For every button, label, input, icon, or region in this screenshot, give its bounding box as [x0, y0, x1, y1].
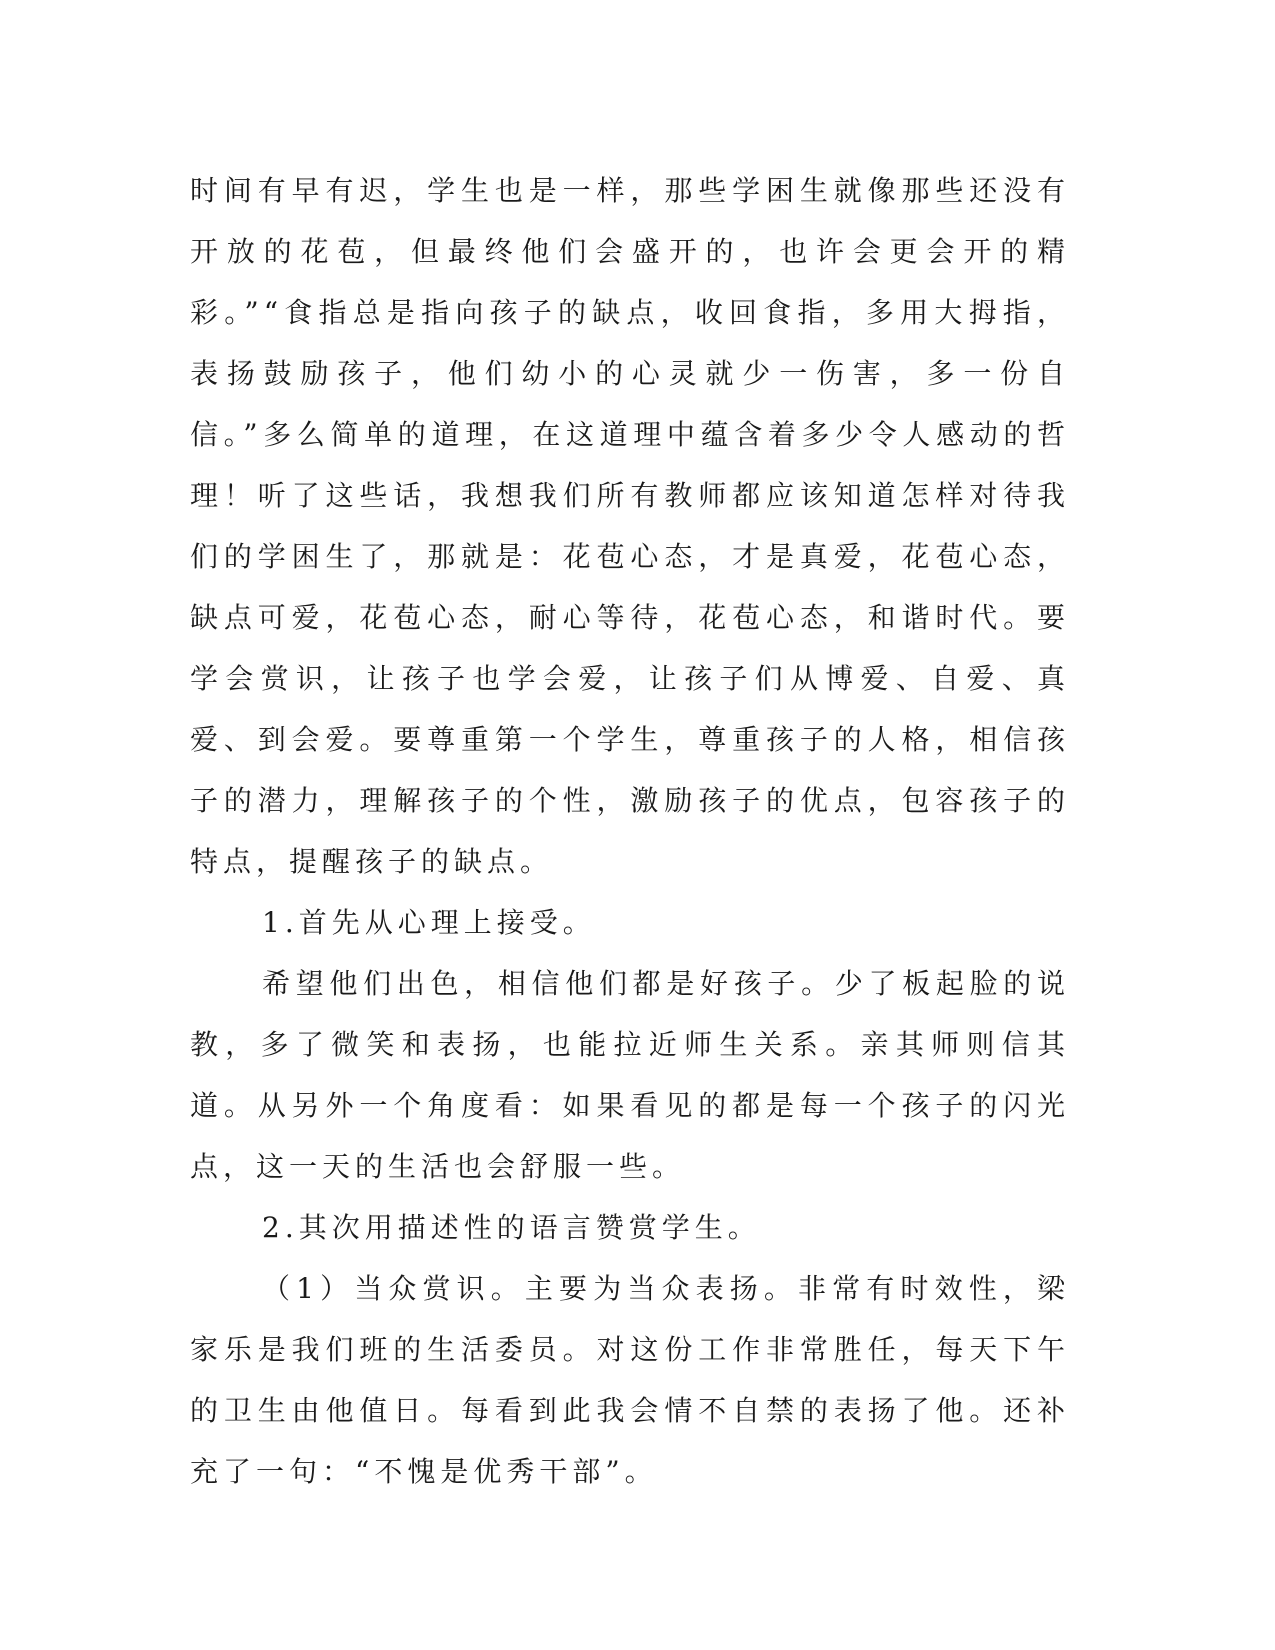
paragraph-continuation: 时间有早有迟，学生也是一样，那些学困生就像那些还没有开放的花苞，但最终他们会盛开的，也许会更会开的精彩。”“食指总是指向孩子的缺点，收回食指，多用大拇指，表扬鼓励孩子，他们幼小的心灵就少一伤害，多一份自信。”多么简单的道理，在这道理中蕴含着多少令人感动的哲理！听了这些话，我想我们所有教师都应该知道怎样对待我们的学困生了，那就是：花苞心态，才是真爱，花苞心态，缺点可爱，花苞心态，耐心等待，花苞心态，和谐时代。要学会赏识，让孩子也学会爱，让孩子们从博爱、自爱、真爱、到会爱。要尊重第一个学生，尊重孩子的人格，相信孩子的潜力，理解孩子的个性，激励孩子的优点，包容孩子的特点，提醒孩子的缺点。: [190, 174, 1070, 878]
document-body: [190, 160, 1070, 1502]
paragraph-point-1: 希望他们出色，相信他们都是好孩子。少了板起脸的说教，多了微笑和表扬，也能拉近师生关系。亲其师则信其道。从另外一个角度看：如果看见的都是每一个孩子的闪光点，这一天的生活也会舒服一些。: [190, 967, 1070, 1183]
heading-point-1: 1.首先从心理上接受。: [262, 906, 596, 939]
paragraph-subpoint-1: （1）当众赏识。主要为当众表扬。非常有时效性，梁家乐是我们班的生活委员。对这份工作非常胜任，每天下午的卫生由他值日。每看到此我会情不自禁的表扬了他。还补充了一句：“不愧是优秀干部”。: [190, 1272, 1070, 1488]
heading-point-2: 2.其次用描述性的语言赞赏学生。: [262, 1211, 761, 1244]
